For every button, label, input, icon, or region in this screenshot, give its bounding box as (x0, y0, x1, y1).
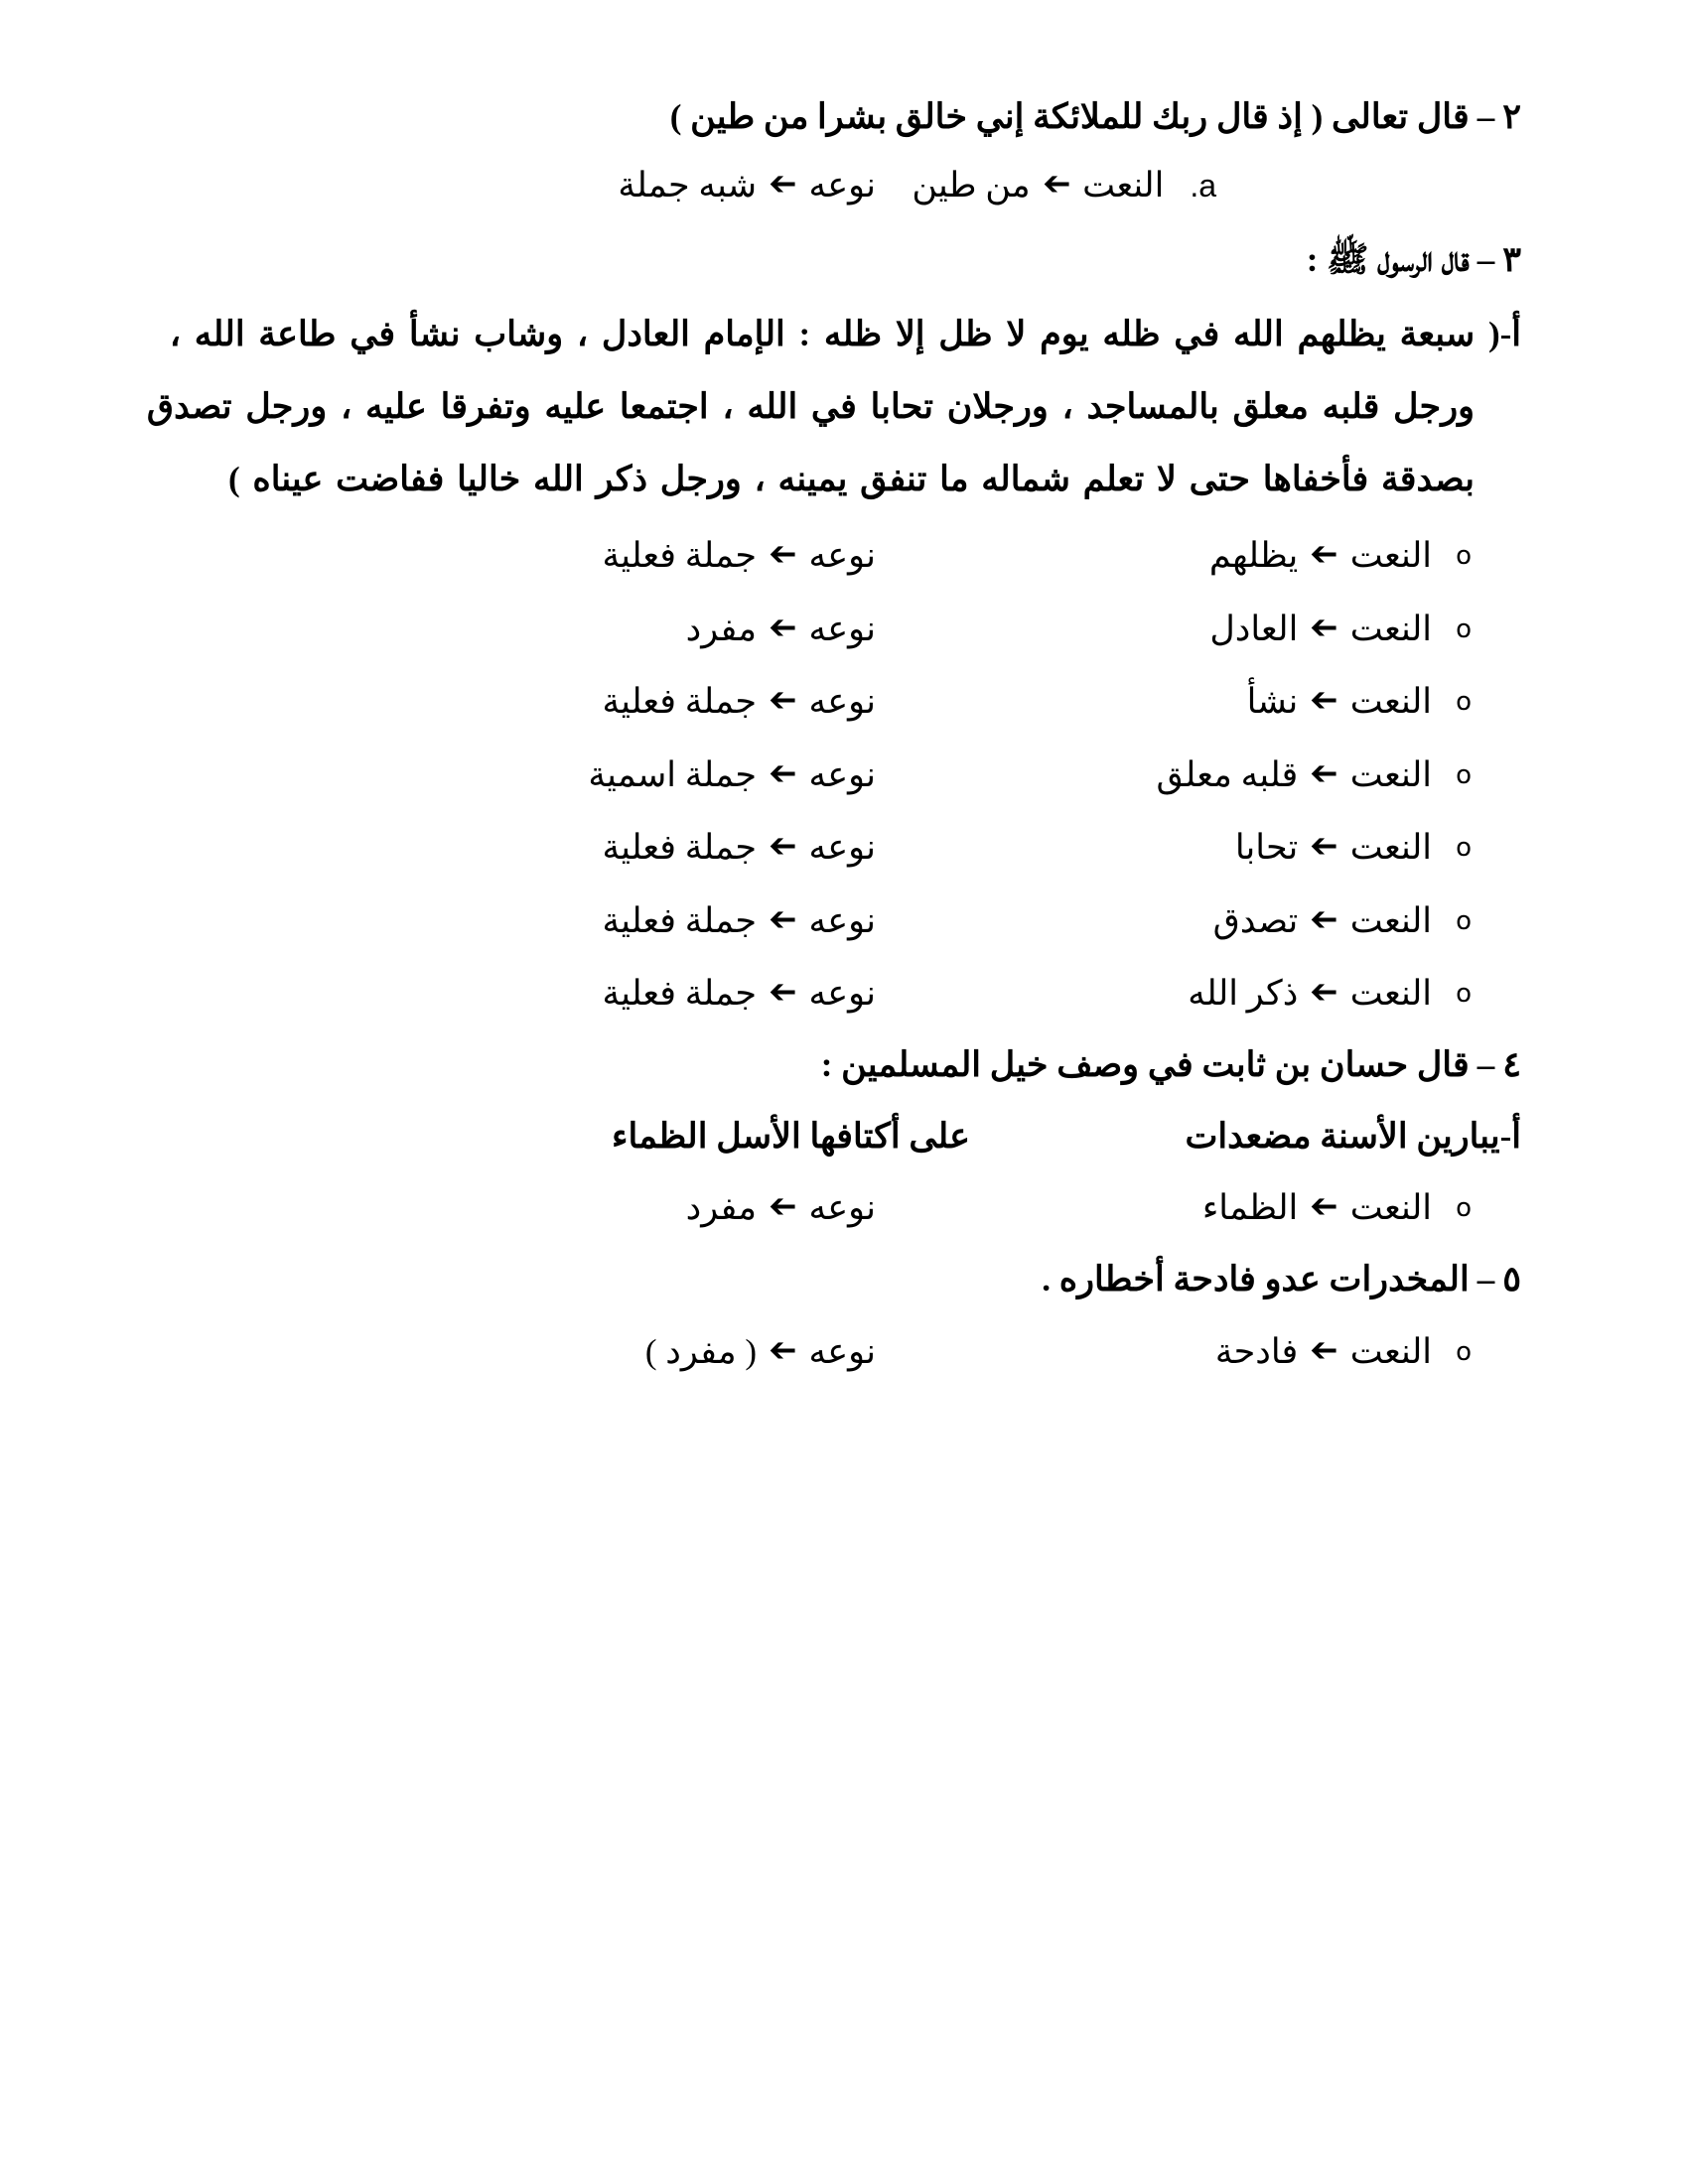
hadith-line: ورجل قلبه معلق بالمساجد ، ورجلان تحابا في الله ، اجتمعا عليه وتفرقا عليه ، ورجل تصدق (146, 387, 1475, 426)
q4-verse-first-hemistich (1185, 1115, 1521, 1159)
type-label: نوعه (808, 610, 876, 648)
hadith-line: ( سبعة يظلهم الله في ظله يوم لا ظل إلا ظله : الإمام العادل ، وشاب نشأ في طاعة الله ، (169, 315, 1500, 353)
q5-dash: – (1477, 1260, 1495, 1298)
q4-item-label: النعت (1349, 1188, 1432, 1227)
q5-text: المخدرات عدو فادحة أخطاره . (1042, 1260, 1470, 1298)
q5-item-type (645, 1330, 876, 1374)
item-label: النعت (1349, 755, 1432, 794)
q5-item-label: النعت (1349, 1332, 1432, 1371)
type-value: جملة فعلية (602, 682, 758, 721)
q2-dash: – (1477, 97, 1495, 136)
q3-hadith-line-3 (228, 458, 1475, 501)
item-label: النعت (1349, 828, 1432, 867)
q4-heading (821, 1043, 1521, 1087)
item-value: ذكر الله (1188, 974, 1299, 1013)
q2-type-value: شبه جملة (618, 166, 758, 205)
bullet-icon: o (1456, 1337, 1472, 1367)
q2-item-marker: a. (1190, 168, 1216, 204)
type-label: نوعه (808, 755, 876, 794)
verse-first: يبارين الأسنة مضعدات (1185, 1117, 1500, 1156)
q5-item-value: فادحة (1214, 1332, 1299, 1371)
left-arrow-icon: ➔ (1310, 753, 1338, 793)
item-value: العادل (1209, 610, 1299, 648)
left-arrow-icon: ➔ (1310, 972, 1338, 1012)
q3-item-left (1213, 899, 1432, 943)
q3-item-type (603, 534, 877, 578)
bullet-icon: o (1456, 833, 1472, 863)
q4-number: ٤ (1502, 1045, 1521, 1084)
item-label: النعت (1349, 610, 1432, 648)
q4-verse-second-hemistich (612, 1115, 970, 1159)
left-arrow-icon: ➔ (1310, 826, 1338, 866)
q3-number: ٣ (1502, 240, 1521, 279)
left-arrow-icon: ➔ (769, 899, 797, 939)
q3-item-type (603, 826, 877, 870)
type-value: جملة فعلية (602, 828, 758, 867)
q5-item-left (1215, 1330, 1432, 1374)
verse-second: على أكتافها الأسل الظماء (611, 1117, 970, 1156)
q4-type-label: نوعه (808, 1188, 876, 1227)
type-label: نوعه (808, 682, 876, 721)
bullet-icon: o (1456, 906, 1472, 936)
bullet-icon: o (1456, 541, 1472, 571)
left-arrow-icon: ➔ (769, 753, 797, 793)
hadith-line: بصدقة فأخفاها حتى لا تعلم شماله ما تنفق يمينه ، ورجل ذكر الله خاليا ففاضت عيناه ) (227, 460, 1475, 498)
left-arrow-icon: ➔ (769, 1186, 797, 1226)
left-arrow-icon: ➔ (1310, 899, 1338, 939)
left-arrow-icon: ➔ (1310, 534, 1338, 574)
left-arrow-icon: ➔ (769, 164, 797, 204)
left-arrow-icon: ➔ (1042, 164, 1071, 204)
q2-item-type (618, 164, 876, 207)
q4-item-left (1202, 1186, 1432, 1230)
left-arrow-icon: ➔ (1310, 1186, 1338, 1226)
q3-item-left (1188, 972, 1432, 1016)
q2-item-left (912, 164, 1216, 207)
q3-hadith-line-1 (81, 313, 1521, 356)
item-value: قلبه معلق (1156, 755, 1299, 794)
q3-dash: – (1477, 240, 1495, 279)
type-label: نوعه (808, 901, 876, 940)
q4-item-type (686, 1186, 876, 1230)
left-arrow-icon: ➔ (1310, 608, 1338, 647)
q4-item-value: الظماء (1201, 1188, 1299, 1227)
item-value: يظلهم (1208, 536, 1299, 575)
q3-text: قال الرسول ﷺ : (1306, 240, 1470, 279)
q3-sub-marker: أ- (1499, 315, 1521, 353)
q3-item-left (1209, 608, 1432, 651)
left-arrow-icon: ➔ (1310, 1330, 1338, 1370)
type-value: جملة اسمية (588, 755, 758, 794)
left-arrow-icon: ➔ (769, 534, 797, 574)
left-arrow-icon: ➔ (1310, 680, 1338, 720)
type-label: نوعه (808, 828, 876, 867)
q3-item-left (1247, 680, 1432, 724)
q2-type-label: نوعه (808, 166, 876, 205)
type-label: نوعه (808, 536, 876, 575)
q3-item-left (1235, 826, 1432, 870)
q3-item-type (588, 753, 876, 797)
q2-text: قال تعالى ( إذ قال ربك للملائكة إني خالق بشرا من طين ) (669, 97, 1470, 136)
q4-text: قال حسان بن ثابت في وصف خيل المسلمين : (820, 1045, 1470, 1084)
q3-item-type (686, 608, 876, 651)
q5-type-label: نوعه (808, 1332, 876, 1371)
q2-item-value: من طين (912, 166, 1031, 205)
left-arrow-icon: ➔ (769, 1330, 797, 1370)
q3-hadith-line-2 (84, 385, 1475, 429)
type-label: نوعه (808, 974, 876, 1013)
item-value: تصدق (1212, 901, 1299, 940)
q2-item-label: النعت (1082, 166, 1165, 205)
item-label: النعت (1349, 682, 1432, 721)
bullet-icon: o (1456, 1193, 1472, 1223)
bullet-icon: o (1456, 687, 1472, 717)
q4-sub-marker: أ- (1499, 1117, 1521, 1156)
bullet-icon: o (1456, 760, 1472, 790)
q4-type-value: مفرد (685, 1188, 758, 1227)
q5-heading (1042, 1258, 1521, 1301)
type-value: مفرد (685, 610, 758, 648)
q3-item-type (603, 899, 877, 943)
q4-dash: – (1477, 1045, 1495, 1084)
type-value: جملة فعلية (602, 536, 758, 575)
item-value: تحابا (1234, 828, 1299, 867)
q2-number: ٢ (1502, 97, 1521, 136)
q3-item-left (1156, 753, 1432, 797)
left-arrow-icon: ➔ (769, 680, 797, 720)
q3-item-type (603, 972, 877, 1016)
item-value: نشأ (1246, 682, 1299, 721)
q3-item-type (603, 680, 877, 724)
left-arrow-icon: ➔ (769, 826, 797, 866)
left-arrow-icon: ➔ (769, 972, 797, 1012)
bullet-icon: o (1456, 614, 1472, 644)
bullet-icon: o (1456, 979, 1472, 1009)
type-value: جملة فعلية (602, 974, 758, 1013)
type-value: جملة فعلية (602, 901, 758, 940)
q3-item-left (1209, 534, 1432, 578)
item-label: النعت (1349, 901, 1432, 940)
item-label: النعت (1349, 536, 1432, 575)
q5-type-value: ( مفرد ) (644, 1332, 758, 1371)
q5-number: ٥ (1502, 1260, 1521, 1298)
left-arrow-icon: ➔ (769, 608, 797, 647)
item-label: النعت (1349, 974, 1432, 1013)
q3-heading (1307, 238, 1521, 282)
q2-heading (670, 95, 1521, 139)
